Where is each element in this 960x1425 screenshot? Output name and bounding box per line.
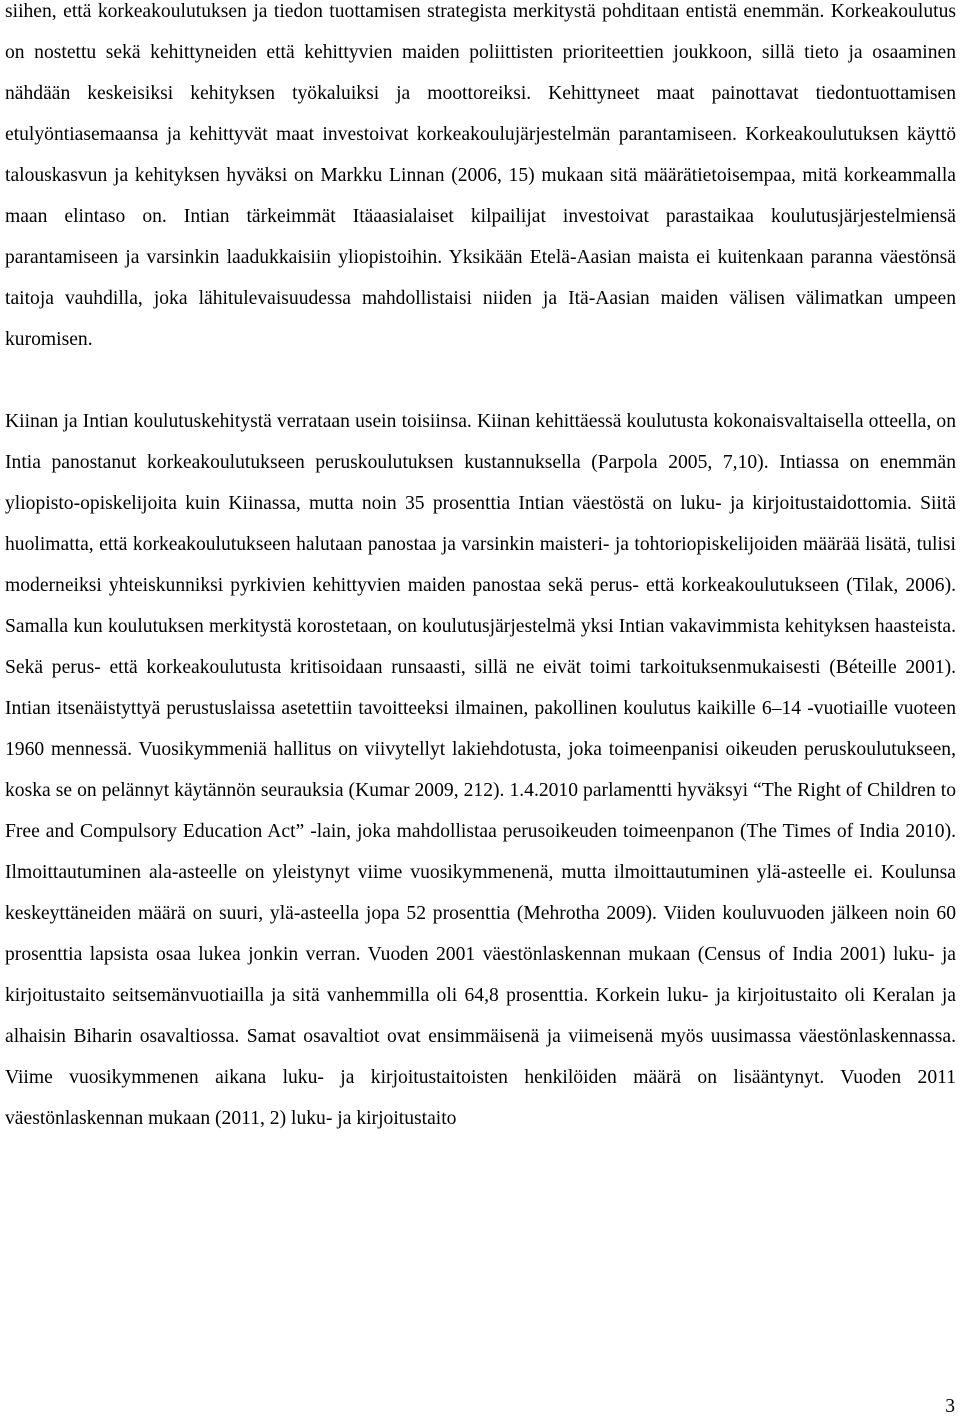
document-page (5, 0, 956, 1139)
page-number: 3 (945, 1396, 955, 1417)
body-paragraph: Kiinan ja Intian koulutuskehitystä verrataan usein toisiinsa. Kiinan kehittäessä koulutusta kokonaisvaltaisella otteella, on Intia panostanut korkeakoulutukseen peruskoulutuksen kustannuksella (Parpola 2005, 7,10). Intiassa on enemmän yliopisto-opiskelijoita kuin Kiinassa, mutta noin 35 prosenttia Intian väestöstä on luku- ja kirjoitustaidottomia. Siitä huolimatta, että korkeakoulutukseen halutaan panostaa ja varsinkin maisteri- ja tohtoriopiskelijoiden määrää lisätä, tulisi moderneiksi yhteiskunniksi pyrkivien kehittyvien maiden panostaa sekä perus- että korkeakoulutukseen (Tilak, 2006). Samalla kun koulutuksen merkitystä korostetaan, on koulutusjärjestelmä yksi Intian vakavimmista kehityksen haasteista. Sekä perus- että korkeakoulutusta kritisoidaan runsaasti, sillä ne eivät toimi tarkoituksenmukaisesti (Béteille 2001). Intian itsenäistyttyä perustuslaissa asetettiin tavoitteeksi ilmainen, pakollinen koulutus kaikille 6–14 -vuotiaille vuoteen 1960 mennessä. Vuosikymmeniä hallitus on viivytellyt lakiehdotusta, joka toimeenpanisi oikeuden peruskoulutukseen, koska se on pelännyt käytännön seurauksia (Kumar 2009, 212). 1.4.2010 parlamentti hyväksyi “The Right of Children to Free and Compulsory Education Act” -lain, joka mahdollistaa perusoikeuden toimeenpanon (The Times of India 2010). Ilmoittautuminen ala-asteelle on yleistynyt viime vuosikymmenenä, mutta ilmoittautuminen ylä-asteelle ei. Koulunsa keskeyttäneiden määrä on suuri, ylä-asteella jopa 52 prosenttia (Mehrotha 2009). Viiden kouluvuoden jälkeen noin 60 prosenttia lapsista osaa lukea jonkin verran. Vuoden 2001 väestönlaskennan mukaan (Census of India 2001) luku- ja kirjoitustaito seitsemänvuotiailla ja sitä vanhemmilla oli 64,8 prosenttia. Korkein luku- ja kirjoitustaito oli Keralan ja alhaisin Biharin osavaltiossa. Samat osavaltiot ovat ensimmäisenä ja viimeisenä myös uusimassa väestönlaskennassa. Viime vuosikymmenen aikana luku- ja kirjoitustaitoisten henkilöiden määrä on lisääntynyt. Vuoden 2011 väestönlaskennan mukaan (2011, 2) luku- ja kirjoitustaito (5, 411, 956, 1129)
body-paragraph: siihen, että korkeakoulutuksen ja tiedon tuottamisen strategista merkitystä pohditaan entistä enemmän. Korkeakoulutus on nostettu sekä kehittyneiden että kehittyvien maiden poliittisten prioriteettien joukkoon, sillä tieto ja osaaminen nähdään keskeisiksi kehityksen työkaluiksi ja moottoreiksi. Kehittyneet maat painottavat tiedontuottamisen etulyöntiasemaansa ja kehittyvät maat investoivat korkeakoulujärjestelmän parantamiseen. Korkeakoulutuksen käyttö talouskasvun ja kehityksen hyväksi on Markku Linnan (2006, 15) mukaan sitä määrätietoisempaa, mitä korkeammalla maan elintaso on. Intian tärkeimmät Itäaasialaiset kilpailijat investoivat parastaikaa koulutusjärjestelmiensä parantamiseen ja varsinkin laadukkaisiin yliopistoihin. Yksikään Etelä-Aasian maista ei kuitenkaan paranna väestönsä taitoja vauhdilla, joka lähitulevaisuudessa mahdollistaisi niiden ja Itä-Aasian maiden välisen välimatkan umpeen kuromisen. (5, 1, 956, 350)
